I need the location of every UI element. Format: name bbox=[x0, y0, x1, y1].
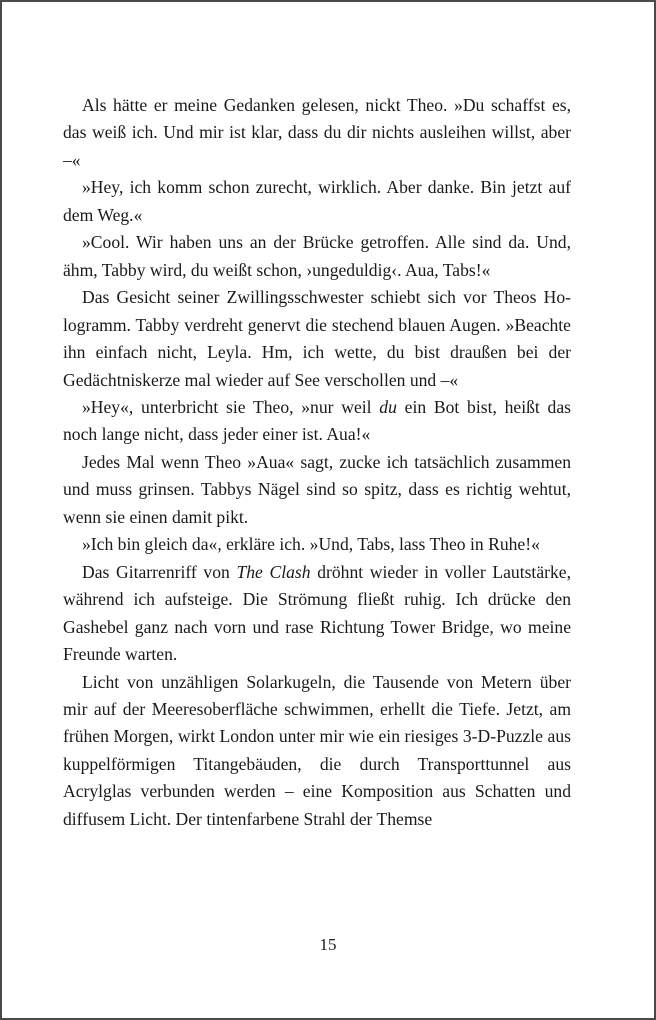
text-segment: dröhnt wieder in voller Lautstärke, während ich aufsteige. Die Strömung fließt ruhig. Ich drücke den Gashebel ganz nach vorn und rase Richtung Tower Bridge, wo meine Freunde warten. bbox=[63, 561, 571, 665]
italic-text: du bbox=[379, 396, 397, 417]
paragraph bbox=[63, 92, 571, 174]
paragraph bbox=[63, 284, 571, 394]
paragraph bbox=[63, 394, 571, 449]
text-segment: Als hätte er meine Gedanken gelesen, nickt Theo. »Du schaffst es, das weiß ich. Und mir ist klar, dass du dir nichts ausleihen willst, aber –« bbox=[63, 95, 571, 170]
text-segment: »Ich bin gleich da«, erkläre ich. »Und, Tabs, lass Theo in Ruhe!« bbox=[82, 534, 540, 555]
paragraph bbox=[63, 669, 571, 834]
italic-text: The Clash bbox=[236, 561, 311, 582]
paragraph bbox=[63, 174, 571, 229]
text-segment: »Cool. Wir haben uns an der Brücke getroffen. Alle sind da. Und, ähm, Tabby wird, du weißt schon, ›ungeduldig‹. Aua, Tabs!« bbox=[63, 232, 571, 280]
paragraph bbox=[63, 449, 571, 531]
text-segment: Das Gitarrenriff von bbox=[82, 561, 237, 582]
text-segment: ein Bot bist, heißt das noch lange nicht, dass jeder einer ist. Aua!« bbox=[63, 396, 571, 445]
text-segment: Licht von unzähligen Solarkugeln, die Tausende von Metern über mir auf der Meeresoberfläche schwimmen, erhellt die Tiefe. Jetzt, am frühen Morgen, wirkt London unter mir wie ein riesiges 3-D-Puzzle aus kuppelförmigen Titangebäuden, die durch Transporttunnel aus Acrylglas verbunden werden – eine Komposition aus Schatten und diffusem Licht. Der tintenfarbene Strahl der Themse bbox=[63, 671, 571, 829]
text-segment: »Hey, ich komm schon zurecht, wirklich. Aber danke. Bin jetzt auf dem Weg.« bbox=[63, 177, 571, 225]
text-segment: Das Gesicht seiner Zwillingsschwester schiebt sich vor Theos Hologramm. Tabby verdreht genervt die stechend blauen Augen. »Beachte ihn einfach nicht, Leyla. Hm, ich wette, du bist draußen bei der Gedächtniskerze mal wieder auf See verschollen und –« bbox=[63, 287, 571, 390]
body-text bbox=[63, 92, 571, 833]
text-segment: Jedes Mal wenn Theo »Aua« sagt, zucke ich tatsächlich zusammen und muss grinsen. Tabbys Nägel sind so spitz, dass es richtig wehtut, wenn sie einen damit pikt. bbox=[63, 451, 571, 527]
paragraph bbox=[63, 229, 571, 284]
text-segment: »Hey«, unterbricht sie Theo, »nur weil bbox=[82, 396, 380, 417]
page-number: 15 bbox=[319, 935, 337, 954]
paragraph bbox=[63, 531, 571, 558]
paragraph bbox=[63, 559, 571, 669]
